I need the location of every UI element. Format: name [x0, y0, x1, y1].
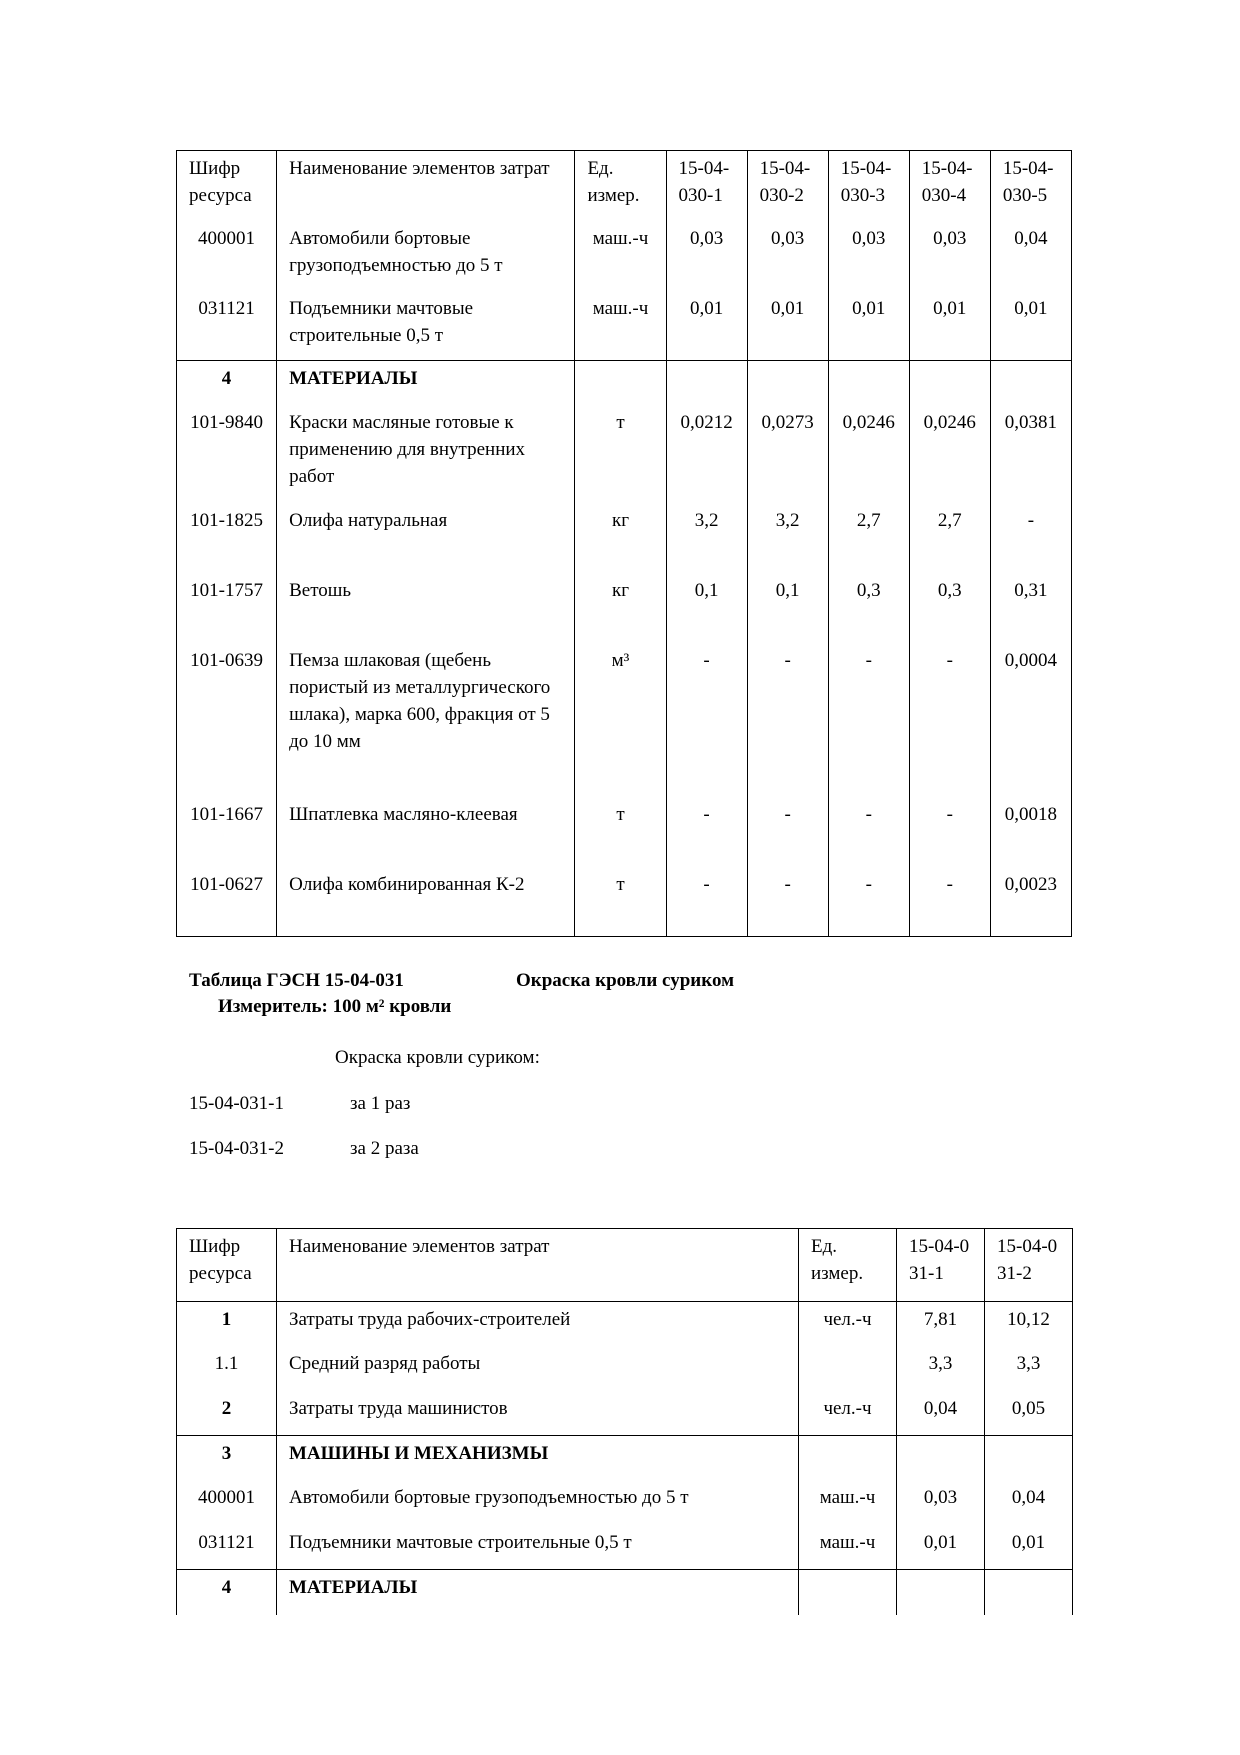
cell-name: Подъемники мачтовые строительные 0,5 т — [277, 291, 575, 361]
cell-value: - — [828, 797, 909, 867]
cell-value: 0,04 — [897, 1391, 985, 1436]
cell-unit: кг — [575, 573, 666, 643]
cell-code: 400001 — [177, 221, 277, 291]
table-header-row — [177, 151, 1072, 221]
cell-value: 0,0018 — [990, 797, 1071, 867]
table-row — [177, 643, 1072, 797]
cell-value: 3,2 — [747, 503, 828, 573]
cell-value: - — [828, 867, 909, 937]
variant-text: за 1 раз — [350, 1093, 411, 1114]
table-row — [177, 1480, 1073, 1525]
cell-value: 0,31 — [990, 573, 1071, 643]
cell-code: 101-1825 — [177, 503, 277, 573]
cell-value: 0,04 — [985, 1480, 1073, 1525]
cell-value: - — [666, 643, 747, 797]
header-cell: Ед. измер. — [799, 1229, 897, 1302]
cell-value: 3,3 — [897, 1346, 985, 1391]
cell-name: Олифа комбинированная К-2 — [277, 867, 575, 937]
cell-value: 0,05 — [985, 1391, 1073, 1436]
cell-value: 0,01 — [990, 291, 1071, 361]
section-title: МАТЕРИАЛЫ — [277, 361, 575, 405]
variant-code: 15-04-031-2 — [189, 1138, 284, 1159]
cell-code: 101-9840 — [177, 405, 277, 503]
resource-table-15-04-031 — [176, 1228, 1073, 1615]
cell-value: - — [909, 867, 990, 937]
cell-name: Ветошь — [277, 573, 575, 643]
cell-value: 0,01 — [666, 291, 747, 361]
cell-name: Затраты труда рабочих-строителей — [277, 1302, 799, 1346]
table-row — [177, 291, 1072, 361]
work-intro: Окраска кровли суриком: — [335, 1047, 540, 1068]
header-cell: Шифр ресурса — [177, 1229, 277, 1302]
header-cell: Наименование элементов затрат — [277, 1229, 799, 1302]
cell-code: 1 — [177, 1302, 277, 1346]
cell-value: - — [666, 867, 747, 937]
cell-value: 0,03 — [909, 221, 990, 291]
cell-unit: маш.-ч — [575, 291, 666, 361]
cell-value: 0,0381 — [990, 405, 1071, 503]
cell-value: 0,3 — [828, 573, 909, 643]
table-header-row — [177, 1229, 1073, 1302]
cell-value: - — [747, 797, 828, 867]
cell-value: 3,2 — [666, 503, 747, 573]
cell-code: 400001 — [177, 1480, 277, 1525]
cell-value: 0,03 — [897, 1480, 985, 1525]
section-row — [177, 1570, 1073, 1615]
cell-value: 0,0023 — [990, 867, 1071, 937]
cell-value: 0,01 — [897, 1525, 985, 1570]
table-title: Окраска кровли суриком — [516, 970, 735, 991]
cell-value: 0,0273 — [747, 405, 828, 503]
table-row — [177, 1302, 1073, 1346]
cell-name: Затраты труда машинистов — [277, 1391, 799, 1436]
section-row — [177, 361, 1072, 405]
cell-unit: м³ — [575, 643, 666, 797]
cell-name: Пемза шлаковая (щебень пористый из металлургического шлака), марка 600, фракция от 5 до 10 мм — [277, 643, 575, 797]
cell-value: 0,01 — [828, 291, 909, 361]
header-cell: 15-04-031-2 — [985, 1229, 1073, 1302]
cell-unit: т — [575, 797, 666, 867]
table-row — [177, 867, 1072, 937]
cell-code: 101-1757 — [177, 573, 277, 643]
cell-value: - — [828, 643, 909, 797]
table-row — [177, 573, 1072, 643]
cell-code: 2 — [177, 1391, 277, 1436]
cell-code: 1.1 — [177, 1346, 277, 1391]
header-cell: 15-04-030-3 — [828, 151, 909, 221]
cell-name: Автомобили бортовые грузоподъемностью до 5 т — [277, 221, 575, 291]
cell-value: 0,01 — [985, 1525, 1073, 1570]
header-cell: 15-04-030-5 — [990, 151, 1071, 221]
cell-value: 7,81 — [897, 1302, 985, 1346]
cell-value: - — [990, 503, 1071, 573]
variant-text: за 2 раза — [350, 1138, 419, 1159]
header-cell: 15-04-030-2 — [747, 151, 828, 221]
section-title: МАШИНЫ И МЕХАНИЗМЫ — [277, 1436, 799, 1480]
cell-value: 0,1 — [666, 573, 747, 643]
table-row — [177, 405, 1072, 503]
section-row — [177, 1436, 1073, 1480]
cell-value: 0,01 — [909, 291, 990, 361]
cell-value: 0,0004 — [990, 643, 1071, 797]
resource-table-15-04-030 — [176, 150, 1072, 937]
cell-name: Шпатлевка масляно-клеевая — [277, 797, 575, 867]
cell-value: 0,01 — [747, 291, 828, 361]
cell-value: 3,3 — [985, 1346, 1073, 1391]
cell-value: 0,0212 — [666, 405, 747, 503]
header-cell: Ед. измер. — [575, 151, 666, 221]
cell-value: - — [909, 797, 990, 867]
table-row — [177, 221, 1072, 291]
cell-value: - — [747, 643, 828, 797]
cell-name: Подъемники мачтовые строительные 0,5 т — [277, 1525, 799, 1570]
section-title: МАТЕРИАЛЫ — [277, 1570, 799, 1615]
cell-name: Краски масляные готовые к применению для внутренних работ — [277, 405, 575, 503]
header-cell: Шифр ресурса — [177, 151, 277, 221]
cell-unit: чел.-ч — [799, 1391, 897, 1436]
table-row — [177, 797, 1072, 867]
cell-code: 101-0639 — [177, 643, 277, 797]
cell-value: 2,7 — [828, 503, 909, 573]
cell-unit: чел.-ч — [799, 1302, 897, 1346]
cell-value: 10,12 — [985, 1302, 1073, 1346]
cell-unit: кг — [575, 503, 666, 573]
cell-value: 0,04 — [990, 221, 1071, 291]
cell-code: 031121 — [177, 1525, 277, 1570]
cell-unit: т — [575, 405, 666, 503]
cell-unit: маш.-ч — [799, 1480, 897, 1525]
header-cell: 15-04-031-1 — [897, 1229, 985, 1302]
cell-name: Средний разряд работы — [277, 1346, 799, 1391]
header-cell: 15-04-030-4 — [909, 151, 990, 221]
table-id: Таблица ГЭСН 15-04-031 — [189, 970, 404, 991]
header-cell: Наименование элементов затрат — [277, 151, 575, 221]
table-row — [177, 1525, 1073, 1570]
cell-code: 031121 — [177, 291, 277, 361]
cell-name: Автомобили бортовые грузоподъемностью до 5 т — [277, 1480, 799, 1525]
table-row — [177, 503, 1072, 573]
cell-unit: т — [575, 867, 666, 937]
table-meter: Измеритель: 100 м² кровли — [218, 996, 452, 1017]
table-row — [177, 1391, 1073, 1436]
cell-code: 101-1667 — [177, 797, 277, 867]
cell-value: 0,0246 — [909, 405, 990, 503]
section-number: 4 — [177, 361, 277, 405]
header-cell: 15-04-030-1 — [666, 151, 747, 221]
cell-value: 0,03 — [747, 221, 828, 291]
cell-value: 2,7 — [909, 503, 990, 573]
cell-value: 0,0246 — [828, 405, 909, 503]
cell-unit: маш.-ч — [575, 221, 666, 291]
cell-unit: маш.-ч — [799, 1525, 897, 1570]
cell-name: Олифа натуральная — [277, 503, 575, 573]
section-number: 3 — [177, 1436, 277, 1480]
cell-value: 0,03 — [666, 221, 747, 291]
table-row — [177, 1346, 1073, 1391]
cell-value: - — [747, 867, 828, 937]
cell-unit — [799, 1346, 897, 1391]
cell-value: 0,3 — [909, 573, 990, 643]
variant-code: 15-04-031-1 — [189, 1093, 284, 1114]
cell-value: - — [666, 797, 747, 867]
cell-value: - — [909, 643, 990, 797]
cell-value: 0,1 — [747, 573, 828, 643]
cell-code: 101-0627 — [177, 867, 277, 937]
section-number: 4 — [177, 1570, 277, 1615]
cell-value: 0,03 — [828, 221, 909, 291]
